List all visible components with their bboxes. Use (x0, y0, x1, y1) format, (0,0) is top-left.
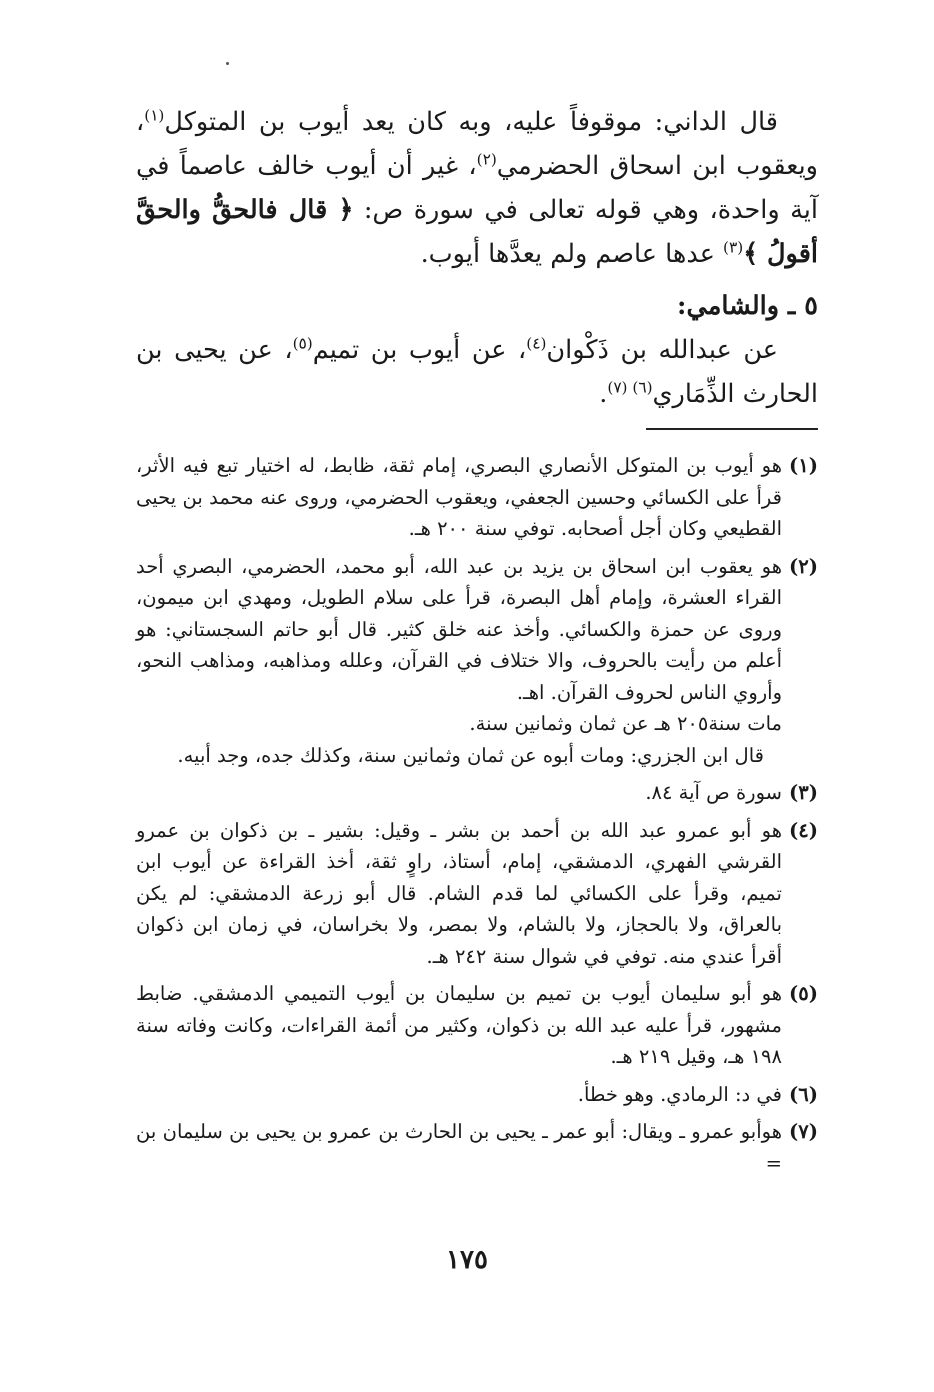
footnote-ref-5: (٥) (292, 334, 313, 353)
footnote-text: هو أيوب بن المتوكل الأنصاري البصري، إمام ثقة، ظابط، له اختيار تبع فيه الأثر، قرأ على الكسائي وحسين الجعفي، ويعقوب الحضرمي، وروى عنه محمد بن يحيى القطيعي وكان أجل أصحابه. توفي سنة ٢٠٠ هـ. (136, 454, 782, 540)
footnote-number: (٢) (789, 554, 818, 578)
footnote-number: (٥) (789, 982, 818, 1005)
footnote-ref-2: (٢) (476, 150, 497, 169)
quran-quote: ﴿ قال فالحقُّ والحقَّ أقولُ ﴾ (136, 195, 818, 269)
text-segment: ، ويعقوب ابن اسحاق الحضرمي (136, 107, 818, 181)
main-paragraph-1 (136, 100, 818, 276)
footnote-number: (٧) (789, 1120, 818, 1143)
text-segment: ، عن أيوب بن تميم (312, 335, 527, 365)
footnote-ref-3: (٣) (723, 238, 744, 257)
footnote (136, 978, 818, 1073)
footnote-number: (١) (789, 454, 818, 477)
footnote-text: هوأبو عمرو ـ ويقال: أبو عمر ـ يحيى بن الحارث بن عمرو بن يحيى بن سليمان بن = (136, 1120, 782, 1175)
text-segment: عن عبدالله بن ذَكْوان (546, 335, 778, 365)
text-segment: عدها عاصم ولم يعدَّها أيوب. (420, 239, 724, 269)
page-number: ١٧٥ (446, 1245, 488, 1275)
footnote-text: في د: الرمادي. وهو خطأ. (577, 1082, 782, 1106)
footnote-text: سورة ص آية ٨٤. (645, 781, 782, 804)
footnote-ref-6: (٦) (632, 378, 653, 397)
scan-speck (226, 62, 229, 65)
footnote (136, 551, 818, 772)
text-segment: قال الداني: موقوفاً عليه، وبه كان يعد أيوب بن المتوكل (164, 107, 778, 137)
footnote-number: (٦) (789, 1082, 818, 1106)
main-paragraph-2 (136, 328, 818, 416)
footnote-text: هو أبو عمرو عبد الله بن أحمد بن بشر ـ وقيل: بشير ـ بن ذكوان بن عمرو القرشي الفهري، الدمشقي، إمام، أستاذ، راوٍ ثقة، أخذ القراءة عن أيوب ابن تميم، وقرأ على الكسائي لما قدم الشام. قال أبو زرعة الدمشقي: لم يكن بالعراق، ولا بالحجاز، ولا بالشام، ولا بمصر، ولا بخراسان، في زمان ابن ذكوان أقرأ عندي منه. توفي في شوال سنة ٢٤٢ هـ. (136, 818, 782, 968)
main-text (136, 100, 818, 416)
footnote-number: (٤) (789, 818, 818, 842)
footnote (136, 450, 818, 545)
text-segment: . (599, 379, 608, 409)
text-segment: ، عن يحيى بن الحارث الذِّمَاري (136, 335, 818, 409)
text-segment: ، غير أن أيوب خالف عاصماً في آية واحدة، وهي قوله تعالى في سورة ص: (136, 151, 818, 225)
section-heading: ٥ ـ والشامي: (677, 291, 818, 321)
footnotes (136, 450, 818, 1185)
footnote (136, 1116, 818, 1179)
footnote-text: مات سنة٢٠٥ هـ عن ثمان وثمانين سنة. (469, 712, 782, 735)
footnote-ref-7: (٧) (607, 378, 628, 397)
footnote-text: هو يعقوب ابن اسحاق بن يزيد بن عبد الله، أبو محمد، الحضرمي، البصري أحد القراء العشرة، وإمام أهل البصرة، قرأ على سلام الطويل، ومهدي ابن ميمون، وروى عن حمزة والكسائي. وأخذ عنه خلق كثير. قال أبو حاتم السجستاني: هو أعلم من رأيت بالحروف، والا ختلاف في القرآن، وعلله ومذاهبه، ومذاهب النحو، وأروي الناس لحروف القرآن. اهـ. (136, 554, 782, 704)
footnote (136, 815, 818, 973)
footnote-ref-6-7 (607, 379, 652, 397)
footnote (136, 777, 818, 809)
footnote-ref-4: (٤) (526, 334, 547, 353)
footnote (136, 1079, 818, 1111)
footnote-ref-1: (١) (144, 106, 165, 125)
footnote-divider (646, 428, 818, 430)
footnote-number: (٣) (789, 781, 818, 804)
footnote-text: هو أبو سليمان أيوب بن تميم بن سليمان بن أيوب التميمي الدمشقي. ضابط مشهور، قرأ عليه عبد الله بن ذكوان، وكثير من أئمة القراءات، وكانت وفاته سنة ١٩٨ هـ، وقيل ٢١٩ هـ. (136, 982, 782, 1068)
footnote-text: قال ابن الجزري: ومات أبوه عن ثمان وثمانين سنة، وكذلك جده، وجد أبيه. (177, 743, 764, 767)
